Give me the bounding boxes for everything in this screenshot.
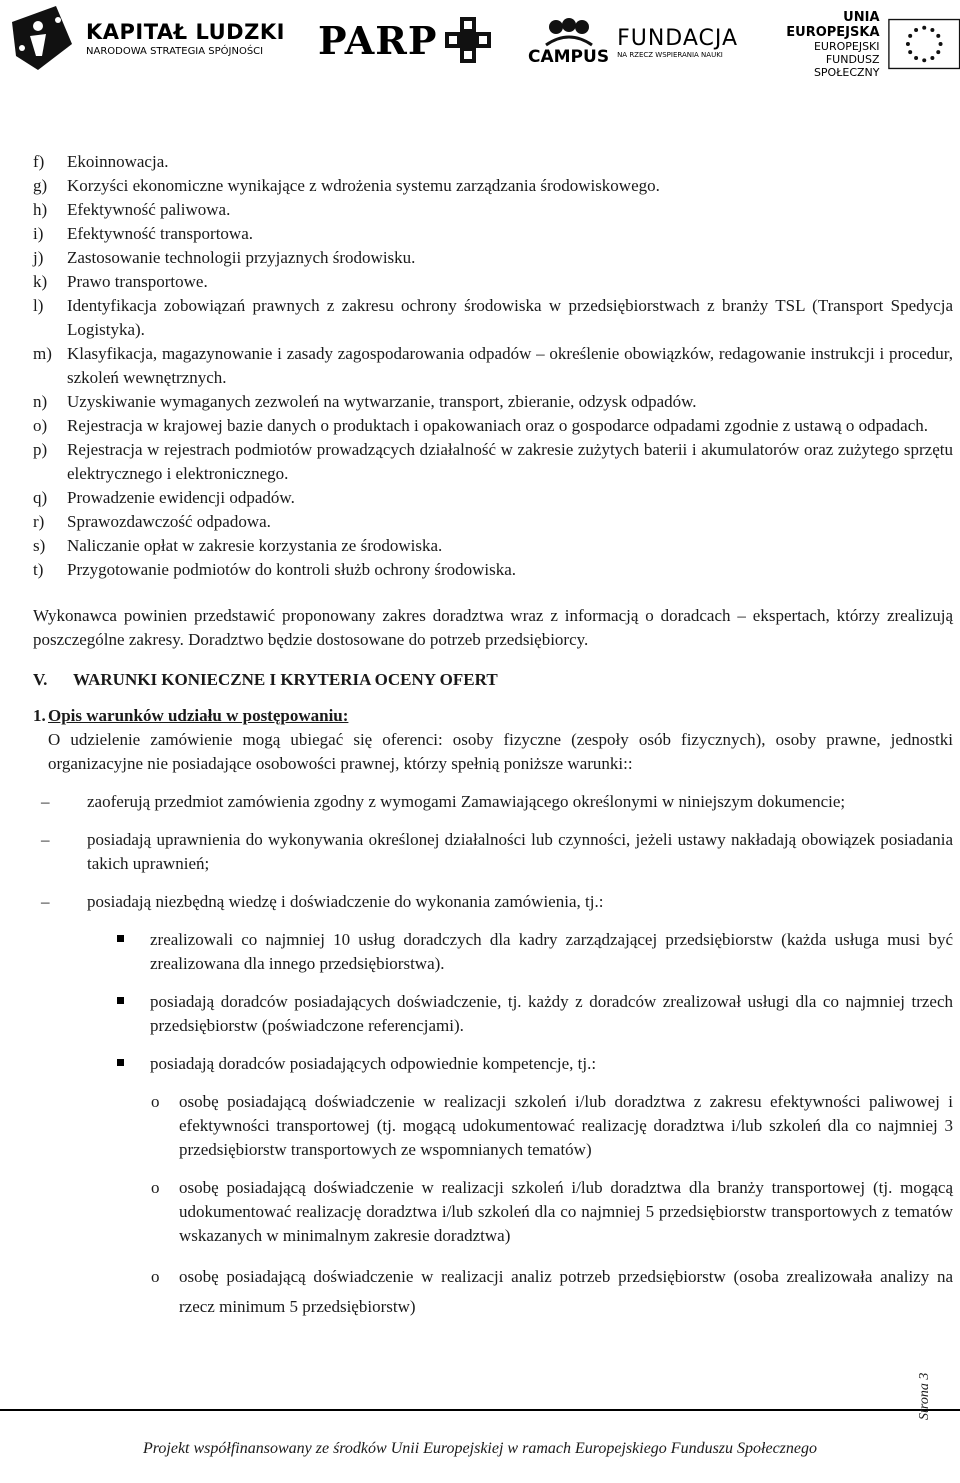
eu-efs-logo xyxy=(758,9,960,79)
list-item xyxy=(33,390,953,414)
square-bullet-icon xyxy=(117,935,124,942)
list-item-text: Identyfikacja zobowiązań prawnych z zakresu ochrony środowiska w przedsiębiorstwach z branży TSL (Transport Spedycja Logistyka). xyxy=(67,296,953,339)
list-item-text: Prawo transportowe. xyxy=(67,272,208,291)
eu-fund-line1: EUROPEJSKI xyxy=(813,39,880,53)
experience-item xyxy=(33,928,953,976)
list-item-text: Rejestracja w rejestrach podmiotów prowadzących działalność w zakresie zużytych baterii i akumulatorów oraz zużytego sprzętu elektrycznego i elektronicznego. xyxy=(67,440,953,483)
list-item xyxy=(33,414,953,438)
circle-bullet: o xyxy=(151,1178,160,1197)
section-title: WARUNKI KONIECZNE I KRYTERIA OCENY OFERT xyxy=(73,670,498,689)
competence-item xyxy=(33,1090,953,1162)
competence-item xyxy=(33,1262,953,1322)
list-item xyxy=(33,510,953,534)
circle-bullet: o xyxy=(151,1267,160,1286)
list-item-letter: f) xyxy=(33,152,45,171)
list-item-text: Sprawozdawczość odpadowa. xyxy=(67,512,271,531)
list-item xyxy=(33,534,953,558)
contractor-paragraph: Wykonawca powinien przedstawić proponowany zakres doradztwa wraz z informacją o doradcach – ekspertach, którzy zrealizują poszczególne zakresy. Doradztwo będzie dostosowane do potrzeb przedsiębiorcy. xyxy=(33,606,953,649)
header-logo-bar xyxy=(0,0,960,80)
experience-text: posiadają doradców posiadających odpowiednie kompetencje, tj.: xyxy=(150,1054,597,1073)
kapital-ludzki-subtitle: NARODOWA STRATEGIA SPÓJNOŚCI xyxy=(86,45,264,57)
requirement-item xyxy=(33,890,953,914)
competence-text: osobę posiadającą doświadczenie w realizacji szkoleń i/lub doradztwa dla branży transportowej (tj. mogącą udokumentować realizację doradztwa i/lub szkoleń dla co najmniej 5 przedsiębiorstw transportowych z tematów wskazanych w minimalnym zakresie doradztwa) xyxy=(179,1178,953,1245)
list-item xyxy=(33,342,953,390)
page-number: Strona 3 xyxy=(917,1372,932,1420)
requirement-text: posiadają niezbędną wiedzę i doświadczenie do wykonania zamówienia, tj.: xyxy=(87,892,604,911)
eu-flag-icon xyxy=(888,16,960,72)
list-item-text: Uzyskiwanie wymaganych zezwoleń na wytwarzanie, transport, zbieranie, odzysk odpadów. xyxy=(67,392,697,411)
list-item-letter: i) xyxy=(33,224,44,243)
footer-divider xyxy=(0,1409,960,1411)
competence-item xyxy=(33,1176,953,1248)
list-item-letter: s) xyxy=(33,536,46,555)
eu-fund-line2: FUNDUSZ SPOŁECZNY xyxy=(813,52,880,79)
competence-text: osobę posiadającą doświadczenie w realizacji analiz potrzeb przedsiębiorstw (osoba zrealizowała analizy na rzecz minimum 5 przedsiębiorstw) xyxy=(179,1267,953,1316)
circle-bullet: o xyxy=(151,1092,160,1111)
list-item-letter: r) xyxy=(33,512,45,531)
list-item xyxy=(33,198,953,222)
list-item-letter: l) xyxy=(33,296,44,315)
experience-text: posiadają doradców posiadających doświadczenie, tj. każdy z doradców zrealizował usługi dla co najmniej trzech przedsiębiorstw (poświadczone referencjami). xyxy=(150,992,953,1035)
list-item-letter: p) xyxy=(33,440,48,459)
parp-emblem-icon xyxy=(443,15,493,65)
requirement-item xyxy=(33,828,953,876)
campus-label: CAMPUS xyxy=(528,47,610,67)
experience-item xyxy=(33,990,953,1038)
dash-bullet: – xyxy=(41,892,50,911)
list-item-text: Rejestracja w krajowej bazie danych o produktach i opakowaniach oraz o gospodarce odpadami zgodnie z ustawą o odpadach. xyxy=(67,416,928,435)
list-item xyxy=(33,150,953,174)
list-item xyxy=(33,222,953,246)
fundacja-title: FUNDACJA xyxy=(617,25,739,51)
list-item xyxy=(33,246,953,270)
document-body xyxy=(33,150,953,1322)
experience-item xyxy=(33,1052,953,1076)
parp-logo xyxy=(318,14,493,66)
list-item-letter: m) xyxy=(33,344,52,363)
square-bullet-icon xyxy=(117,1059,124,1066)
requirement-item xyxy=(33,790,953,814)
list-item-letter: h) xyxy=(33,200,48,219)
list-item-letter: g) xyxy=(33,176,48,195)
competence-text: osobę posiadającą doświadczenie w realizacji szkoleń i/lub doradztwa z zakresu efektywności paliwowej i efektywności transportowej (tj. mogącą udokumentować realizację doradztwa i/lub szkoleń dla co najmniej 3 przedsiębiorstw transportowych ze wspomnianych tematów) xyxy=(179,1092,953,1159)
list-item-letter: t) xyxy=(33,560,44,579)
list-item-letter: j) xyxy=(33,248,44,267)
subsection-number: 1. xyxy=(33,706,46,725)
list-item-text: Prowadzenie ewidencji odpadów. xyxy=(67,488,295,507)
list-item-text: Efektywność paliwowa. xyxy=(67,200,231,219)
list-item-text: Korzyści ekonomiczne wynikające z wdrożenia systemu zarządzania środowiskowego. xyxy=(67,176,660,195)
list-item-letter: n) xyxy=(33,392,48,411)
dash-bullet: – xyxy=(41,792,50,811)
parp-title: PARP xyxy=(318,17,438,63)
subsection-heading xyxy=(33,704,953,728)
list-item-letter: o) xyxy=(33,416,48,435)
section-heading xyxy=(33,668,953,692)
list-item-letter: k) xyxy=(33,272,48,291)
list-item-text: Efektywność transportowa. xyxy=(67,224,254,243)
list-item-letter: q) xyxy=(33,488,48,507)
list-item-text: Klasyfikacja, magazynowanie i zasady zagospodarowania odpadów – określenie obowiązków, redagowanie instrukcji i procedur, szkoleń wewnętrznych. xyxy=(67,344,953,387)
list-item-text: Ekoinnowacja. xyxy=(67,152,169,171)
list-item xyxy=(33,270,953,294)
dash-bullet: – xyxy=(41,830,50,849)
fundacja-campus-logo xyxy=(528,12,738,72)
eu-title: UNIA EUROPEJSKA xyxy=(786,9,880,40)
list-item-text: Zastosowanie technologii przyjaznych środowisku. xyxy=(67,248,416,267)
square-bullet-icon xyxy=(117,997,124,1004)
list-item xyxy=(33,486,953,510)
requirement-text: zaoferują przedmiot zamówienia zgodny z wymogami Zamawiającego określonymi w niniejszym dokumencie; xyxy=(87,792,846,811)
fundacja-subtitle: NA RZECZ WSPIERANIA NAUKI xyxy=(617,50,723,59)
experience-text: zrealizowali co najmniej 10 usług doradczych dla kadry zarządzającej przedsiębiorstw (każda usługa musi być zrealizowana dla innego przedsiębiorstwa). xyxy=(150,930,953,973)
kapital-ludzki-emblem-icon xyxy=(8,4,76,72)
footer-cofinancing-note: Projekt współfinansowany ze środków Unii Europejskiej w ramach Europejskiego Funduszu Społecznego xyxy=(143,1440,817,1457)
subsection-body: O udzielenie zamówienie mogą ubiegać się oferenci: osoby fizyczne (zespoły osób fizycznych), osoby prawne, jednostki organizacyjne nie posiadające osobowości prawnej, którzy spełnią poniższe warunki:: xyxy=(48,730,953,773)
list-item-text: Naliczanie opłat w zakresie korzystania ze środowiska. xyxy=(67,536,443,555)
list-item xyxy=(33,438,953,486)
list-item xyxy=(33,294,953,342)
list-item xyxy=(33,558,953,582)
campus-emblem-icon xyxy=(542,17,596,47)
list-item xyxy=(33,174,953,198)
subsection-title: Opis warunków udziału w postępowaniu: xyxy=(48,706,349,725)
kapital-ludzki-logo xyxy=(8,4,285,72)
section-number: V. xyxy=(33,670,48,689)
list-item-text: Przygotowanie podmiotów do kontroli służb ochrony środowiska. xyxy=(67,560,517,579)
requirement-text: posiadają uprawnienia do wykonywania określonej działalności lub czynności, jeżeli ustawy nakładają obowiązek posiadania takich uprawnień; xyxy=(87,830,953,873)
kapital-ludzki-title: KAPITAŁ LUDZKI xyxy=(86,19,285,44)
